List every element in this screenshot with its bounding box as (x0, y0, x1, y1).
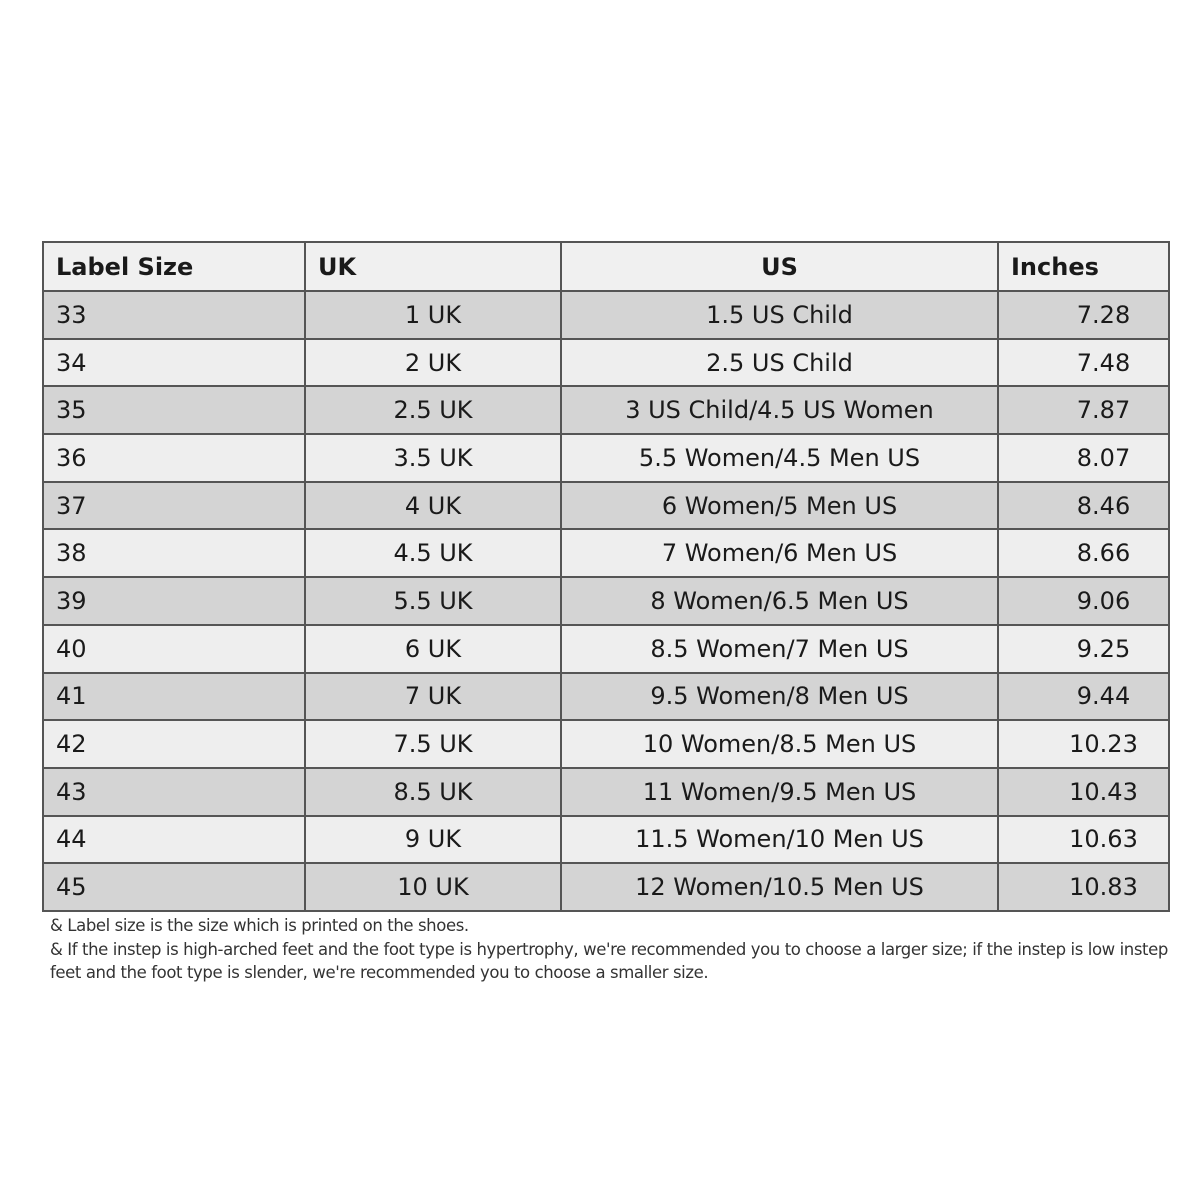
table-row (43, 768, 1169, 816)
cell-label-size: 36 (43, 434, 305, 482)
cell-label-size: 35 (43, 386, 305, 434)
note-instep-recommendation: & If the instep is high-arched feet and the foot type is hypertrophy, we're recommended you to choose a larger size; if the instep is low instep feet and the foot type is slender, we're recommended you to choose a smaller size. (50, 939, 1168, 982)
header-uk: UK (305, 242, 561, 291)
cell-uk: 9 UK (305, 816, 561, 864)
table-row (43, 577, 1169, 625)
cell-inches: 8.66 (998, 529, 1169, 577)
cell-label-size: 41 (43, 673, 305, 721)
cell-us: 11 Women/9.5 Men US (561, 768, 998, 816)
cell-uk: 4 UK (305, 482, 561, 530)
table-row (43, 291, 1169, 339)
cell-label-size: 37 (43, 482, 305, 530)
table-row (43, 482, 1169, 530)
cell-label-size: 42 (43, 720, 305, 768)
cell-inches: 7.87 (998, 386, 1169, 434)
table-row (43, 673, 1169, 721)
cell-us: 8 Women/6.5 Men US (561, 577, 998, 625)
cell-us: 3 US Child/4.5 US Women (561, 386, 998, 434)
table-row (43, 816, 1169, 864)
note-label-size: & Label size is the size which is printed on the shoes. (50, 916, 469, 935)
cell-us: 2.5 US Child (561, 339, 998, 387)
cell-inches: 9.44 (998, 673, 1169, 721)
table-row (43, 386, 1169, 434)
table-row (43, 863, 1169, 911)
cell-inches: 8.46 (998, 482, 1169, 530)
cell-inches: 7.48 (998, 339, 1169, 387)
table-header (43, 242, 1169, 291)
cell-label-size: 43 (43, 768, 305, 816)
cell-uk: 7.5 UK (305, 720, 561, 768)
cell-uk: 3.5 UK (305, 434, 561, 482)
cell-uk: 4.5 UK (305, 529, 561, 577)
cell-label-size: 38 (43, 529, 305, 577)
table-body (43, 291, 1169, 911)
table-row (43, 625, 1169, 673)
cell-label-size: 44 (43, 816, 305, 864)
header-row (43, 242, 1169, 291)
cell-inches: 10.83 (998, 863, 1169, 911)
cell-label-size: 34 (43, 339, 305, 387)
header-label-size: Label Size (43, 242, 305, 291)
cell-inches: 8.07 (998, 434, 1169, 482)
cell-us: 6 Women/5 Men US (561, 482, 998, 530)
cell-uk: 2 UK (305, 339, 561, 387)
cell-uk: 2.5 UK (305, 386, 561, 434)
cell-us: 10 Women/8.5 Men US (561, 720, 998, 768)
table-row (43, 339, 1169, 387)
cell-inches: 9.06 (998, 577, 1169, 625)
cell-uk: 1 UK (305, 291, 561, 339)
cell-inches: 10.43 (998, 768, 1169, 816)
cell-label-size: 33 (43, 291, 305, 339)
cell-inches: 10.23 (998, 720, 1169, 768)
header-us: US (561, 242, 998, 291)
cell-uk: 5.5 UK (305, 577, 561, 625)
cell-us: 12 Women/10.5 Men US (561, 863, 998, 911)
cell-uk: 6 UK (305, 625, 561, 673)
size-chart-table (42, 241, 1170, 912)
cell-inches: 7.28 (998, 291, 1169, 339)
cell-label-size: 40 (43, 625, 305, 673)
cell-label-size: 39 (43, 577, 305, 625)
table-row (43, 529, 1169, 577)
cell-us: 9.5 Women/8 Men US (561, 673, 998, 721)
cell-uk: 7 UK (305, 673, 561, 721)
cell-label-size: 45 (43, 863, 305, 911)
cell-uk: 10 UK (305, 863, 561, 911)
table-row (43, 434, 1169, 482)
cell-us: 5.5 Women/4.5 Men US (561, 434, 998, 482)
table-row (43, 720, 1169, 768)
cell-us: 7 Women/6 Men US (561, 529, 998, 577)
cell-us: 8.5 Women/7 Men US (561, 625, 998, 673)
cell-us: 11.5 Women/10 Men US (561, 816, 998, 864)
header-inches: Inches (998, 242, 1169, 291)
cell-us: 1.5 US Child (561, 291, 998, 339)
size-notes (50, 914, 1180, 985)
cell-uk: 8.5 UK (305, 768, 561, 816)
cell-inches: 10.63 (998, 816, 1169, 864)
cell-inches: 9.25 (998, 625, 1169, 673)
